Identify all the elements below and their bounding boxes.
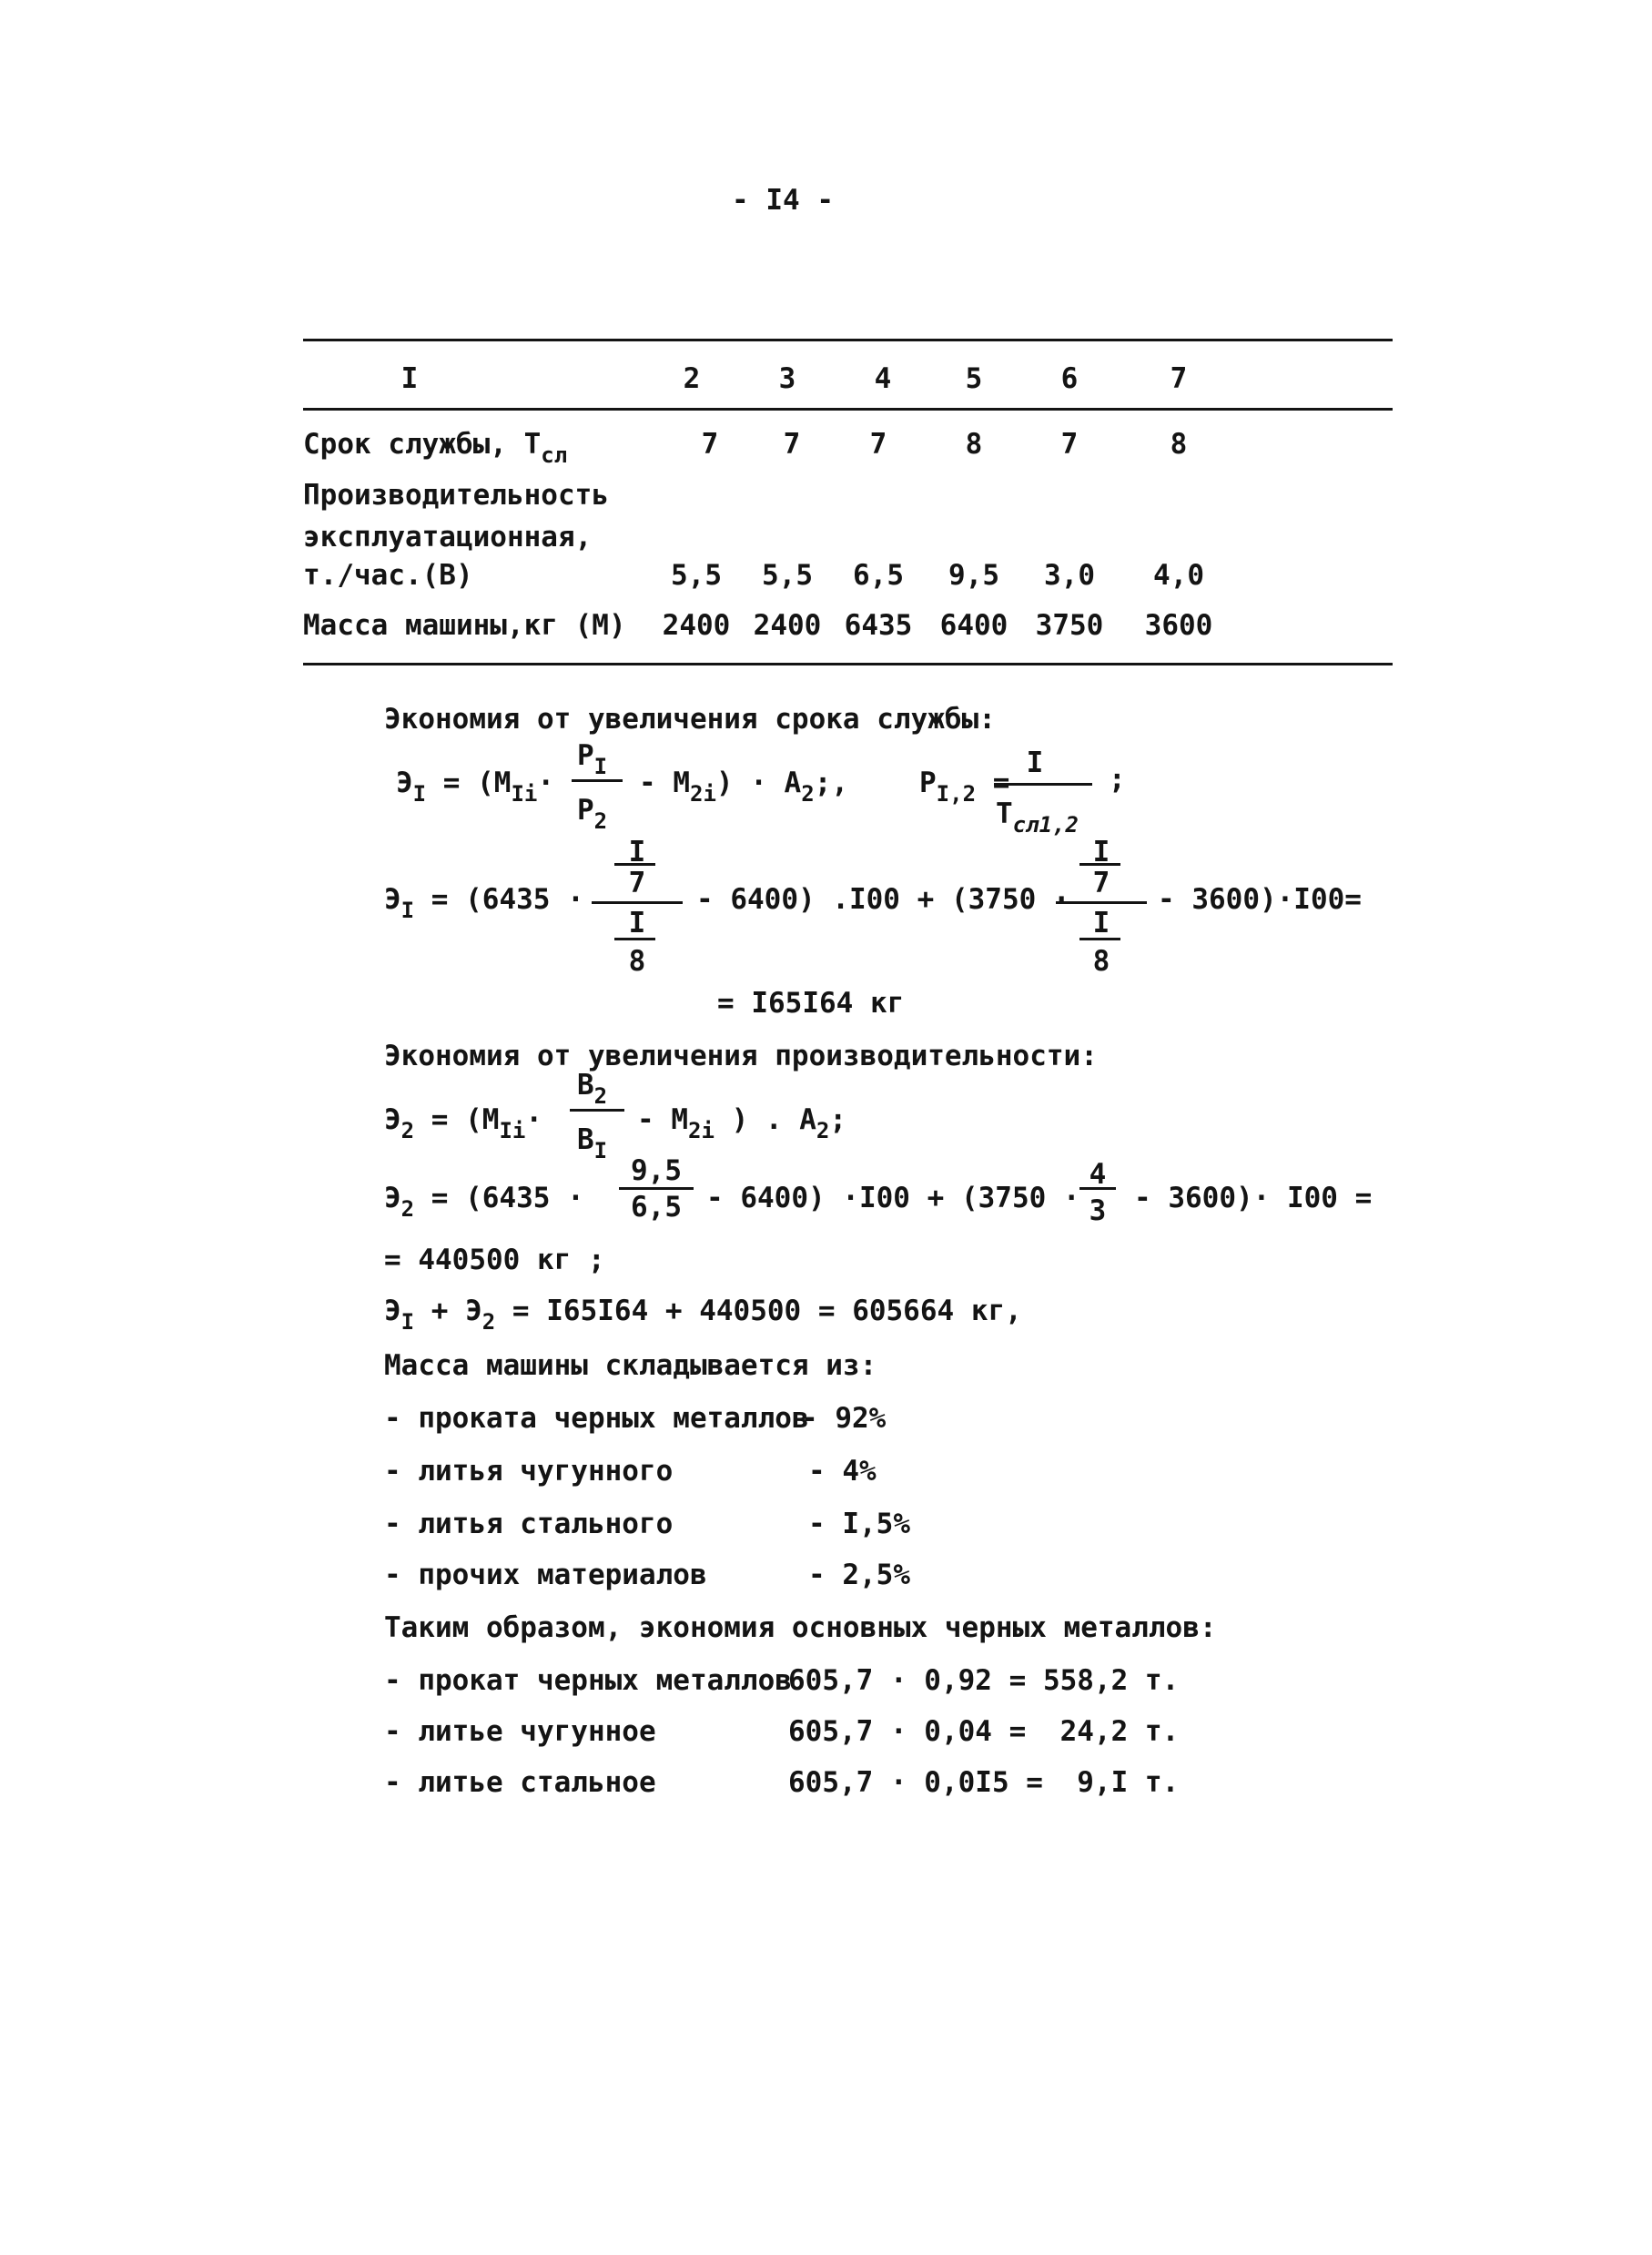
formula-part: $Э_I = (М_{Ii}\cdot$ <box>396 767 555 807</box>
list-item-label: - литья стального <box>384 1508 674 1540</box>
table-cell: 3750 <box>1035 609 1104 642</box>
fraction-denominator: 8 <box>628 945 646 978</box>
formula-part: - 3600)· I00 = <box>1134 1182 1373 1214</box>
list-item-label: - прокат черных металлов <box>384 1664 792 1697</box>
fraction-denominator: 8 <box>1092 945 1110 978</box>
list-item-label: - литья чугунного <box>384 1455 674 1488</box>
formula-part: $Э_2 = (6435$ · <box>384 1182 584 1222</box>
formula-result: = I65I64 кг <box>717 987 905 1020</box>
table-row-label: Производительность <box>303 479 609 512</box>
table-cell: 5,5 <box>671 559 722 592</box>
table-cell: 2400 <box>662 609 731 642</box>
list-item-value: 605,7 · 0,04 = 24,2 т. <box>788 1715 1180 1748</box>
table-cell: 4,0 <box>1153 559 1204 592</box>
section-heading: Экономия от увеличения производительности: <box>384 1040 1098 1072</box>
fraction-denominator: $P_2$ <box>577 794 608 834</box>
fraction-bar <box>614 938 655 940</box>
table-header-cell: 7 <box>1170 362 1188 395</box>
fraction-denominator: I <box>628 907 646 940</box>
list-item-value: - 2,5% <box>808 1559 910 1591</box>
table-cell: 9,5 <box>948 559 999 592</box>
table-cell: 8 <box>965 428 983 461</box>
table-cell: 7 <box>869 428 887 461</box>
table-cell: 5,5 <box>762 559 813 592</box>
table-header-cell: 6 <box>1060 362 1079 395</box>
list-item-label: - прочих материалов <box>384 1559 707 1591</box>
fraction-bar <box>572 779 623 782</box>
fraction-bar <box>592 901 683 904</box>
fraction-numerator: I <box>1092 836 1110 868</box>
formula-part: - $М_{2i}) \cdot А_2$;, <box>639 767 849 807</box>
list-item-label: - проката черных металлов <box>384 1402 809 1435</box>
table-cell: 2400 <box>753 609 822 642</box>
fraction-denominator: 3 <box>1089 1194 1107 1227</box>
table-cell: 3600 <box>1144 609 1213 642</box>
list-item-value: - I,5% <box>808 1508 910 1540</box>
table-cell: 7 <box>1060 428 1079 461</box>
table-row-label: эксплуатационная, <box>303 521 593 554</box>
formula-part: - $М_{2i}$ ) . $А_2$; <box>637 1103 847 1143</box>
formula-sum: $Э_I + Э_2 = I65I64 + 440500 = 605664$ кг, <box>384 1295 1022 1335</box>
list-item-value: 605,7 · 0,92 = 558,2 т. <box>788 1664 1180 1697</box>
fraction-denominator: I <box>1092 907 1110 940</box>
fraction-numerator: $В_2$ <box>577 1069 608 1109</box>
fraction-numerator: 4 <box>1089 1158 1107 1191</box>
table-header-cell: 3 <box>778 362 796 395</box>
fraction-bar <box>1079 1187 1116 1190</box>
table-header-cell: I <box>400 362 419 395</box>
formula-part: - 6400) .I00 + (3750 · <box>696 883 1070 916</box>
fraction-denominator: $В_I$ <box>577 1123 608 1163</box>
fraction-numerator: 9,5 <box>631 1154 682 1187</box>
table-header-cell: 2 <box>683 362 701 395</box>
fraction-numerator: $P_I$ <box>577 739 608 779</box>
fraction-bar <box>1056 901 1147 904</box>
formula-part: $P_{I,2}$ = <box>919 767 1010 807</box>
table-header-cell: 4 <box>874 362 892 395</box>
section-heading: Масса машины складывается из: <box>384 1349 877 1382</box>
formula-part: $Э_2 = (М_{Ii}\cdot$ <box>384 1103 543 1143</box>
list-item-value: - 4% <box>808 1455 877 1488</box>
list-item-label: - литье стальное <box>384 1766 656 1799</box>
table-row-label: Масса машины,кг (М) <box>303 609 626 642</box>
table-header-cell: 5 <box>965 362 983 395</box>
table-cell: 6,5 <box>853 559 904 592</box>
fraction-denominator: 6,5 <box>631 1191 682 1224</box>
fraction-bar <box>994 783 1092 786</box>
section-heading: Экономия от увеличения срока службы: <box>384 703 996 736</box>
list-item-label: - литье чугунное <box>384 1715 656 1748</box>
fraction-bar <box>570 1109 624 1112</box>
table-row-label: Срок службы, $Т_{сл}$ <box>303 428 568 468</box>
fraction-numerator: 7 <box>628 867 646 899</box>
page-number: - I4 - <box>732 184 834 217</box>
fraction-numerator: I <box>1026 747 1044 779</box>
list-item-value: - 92% <box>801 1402 887 1435</box>
table-cell: 7 <box>701 428 719 461</box>
fraction-numerator: 7 <box>1092 867 1110 899</box>
fraction-denominator: $T_{сл1,2}$ <box>996 797 1079 838</box>
table-row-label: т./час.(В) <box>303 559 473 592</box>
formula-part: - 3600)·I00= <box>1158 883 1362 916</box>
formula-part: $Э_I = (6435$ · <box>384 883 584 923</box>
table-header-rule <box>303 408 1393 411</box>
formula-part: - 6400) ·I00 + (3750 · <box>706 1182 1080 1214</box>
list-item-value: 605,7 · 0,0I5 = 9,I т. <box>788 1766 1180 1799</box>
table-cell: 8 <box>1170 428 1188 461</box>
fraction-bar <box>1079 938 1120 940</box>
table-top-rule <box>303 339 1393 341</box>
section-heading: Таким образом, экономия основных черных металлов: <box>384 1611 1217 1644</box>
table-cell: 3,0 <box>1044 559 1095 592</box>
fraction-numerator: I <box>628 836 646 868</box>
table-cell: 6400 <box>939 609 1008 642</box>
table-cell: 7 <box>783 428 801 461</box>
table-bottom-rule <box>303 663 1393 665</box>
table-cell: 6435 <box>844 609 913 642</box>
formula-result: = 440500 кг ; <box>384 1244 605 1276</box>
formula-part: ; <box>1109 763 1126 796</box>
